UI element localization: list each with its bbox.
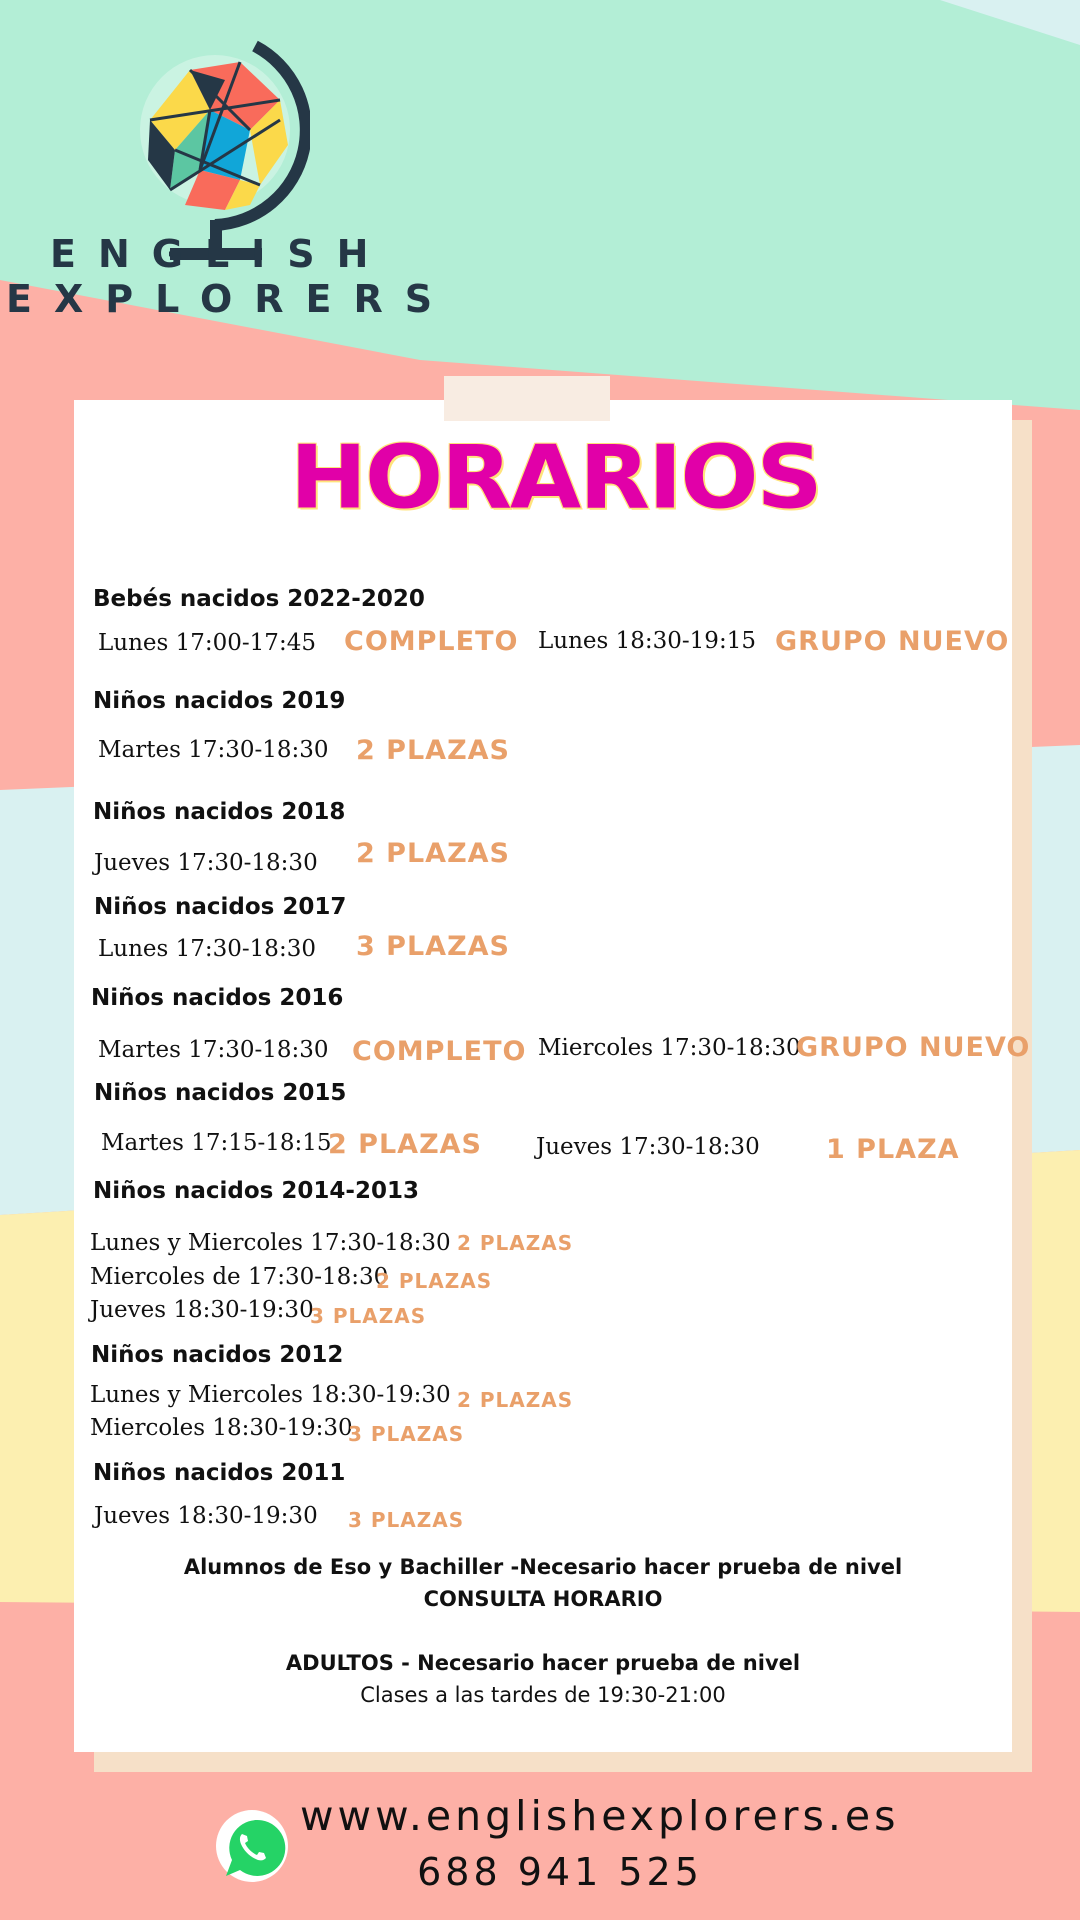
availability-badge: 3 PLAZAS <box>310 1304 427 1328</box>
group-heading: Niños nacidos 2016 <box>91 985 344 1011</box>
class-time: Miercoles 17:30-18:30 <box>538 1035 801 1061</box>
group-heading: Niños nacidos 2015 <box>94 1080 347 1106</box>
phone-number[interactable]: 688 941 525 <box>417 1850 703 1894</box>
availability-badge: 1 PLAZA <box>826 1134 960 1165</box>
class-time: Lunes 18:30-19:15 <box>538 628 756 654</box>
availability-badge: 2 PLAZAS <box>457 1231 574 1255</box>
class-time: Miercoles 18:30-19:30 <box>90 1415 353 1441</box>
class-time: Jueves 17:30-18:30 <box>94 850 318 876</box>
class-time: Miercoles de 17:30-18:30 <box>90 1264 389 1290</box>
tape-strip <box>444 376 610 421</box>
availability-badge: 3 PLAZAS <box>356 931 510 962</box>
adults-time: Clases a las tardes de 19:30-21:00 <box>360 1683 726 1707</box>
eso-cta: CONSULTA HORARIO <box>423 1587 663 1611</box>
availability-badge: GRUPO NUEVO <box>775 626 1010 657</box>
class-time: Jueves 18:30-19:30 <box>90 1297 314 1323</box>
group-heading: Niños nacidos 2017 <box>94 894 347 920</box>
group-heading: Niños nacidos 2011 <box>93 1460 346 1486</box>
availability-badge: 3 PLAZAS <box>348 1422 465 1446</box>
whatsapp-icon[interactable] <box>214 1808 290 1884</box>
availability-badge: 2 PLAZAS <box>356 735 510 766</box>
page-title: HORARIOS <box>290 426 821 529</box>
class-time: Lunes y Miercoles 18:30-19:30 <box>90 1382 451 1408</box>
class-time: Jueves 18:30-19:30 <box>94 1503 318 1529</box>
class-time: Lunes 17:30-18:30 <box>98 936 316 962</box>
group-heading: Niños nacidos 2018 <box>93 799 346 825</box>
class-time: Lunes 17:00-17:45 <box>98 630 316 656</box>
class-time: Lunes y Miercoles 17:30-18:30 <box>90 1230 451 1256</box>
eso-note: Alumnos de Eso y Bachiller -Necesario hacer prueba de nivel <box>183 1555 903 1579</box>
availability-badge: GRUPO NUEVO <box>796 1032 1031 1063</box>
group-heading: Niños nacidos 2014-2013 <box>93 1178 419 1204</box>
class-time: Jueves 17:30-18:30 <box>536 1134 760 1160</box>
availability-badge: 3 PLAZAS <box>348 1508 465 1532</box>
brand-line-1: ENGLISH <box>50 232 391 276</box>
availability-badge: 2 PLAZAS <box>376 1269 493 1293</box>
group-heading: Bebés nacidos 2022-2020 <box>93 586 425 612</box>
availability-badge: 2 PLAZAS <box>356 838 510 869</box>
group-heading: Niños nacidos 2012 <box>91 1342 344 1368</box>
availability-badge: COMPLETO <box>344 626 519 657</box>
availability-badge: 2 PLAZAS <box>328 1129 482 1160</box>
availability-badge: COMPLETO <box>352 1036 527 1067</box>
class-time: Martes 17:30-18:30 <box>98 737 329 763</box>
brand-line-2: EXPLORERS <box>6 277 455 321</box>
class-time: Martes 17:30-18:30 <box>98 1037 329 1063</box>
availability-badge: 2 PLAZAS <box>457 1388 574 1412</box>
website-link[interactable]: www.englishexplorers.es <box>300 1792 900 1840</box>
group-heading: Niños nacidos 2019 <box>93 688 346 714</box>
class-time: Martes 17:15-18:15 <box>101 1130 332 1156</box>
adults-note: ADULTOS - Necesario hacer prueba de nivel <box>285 1651 801 1675</box>
